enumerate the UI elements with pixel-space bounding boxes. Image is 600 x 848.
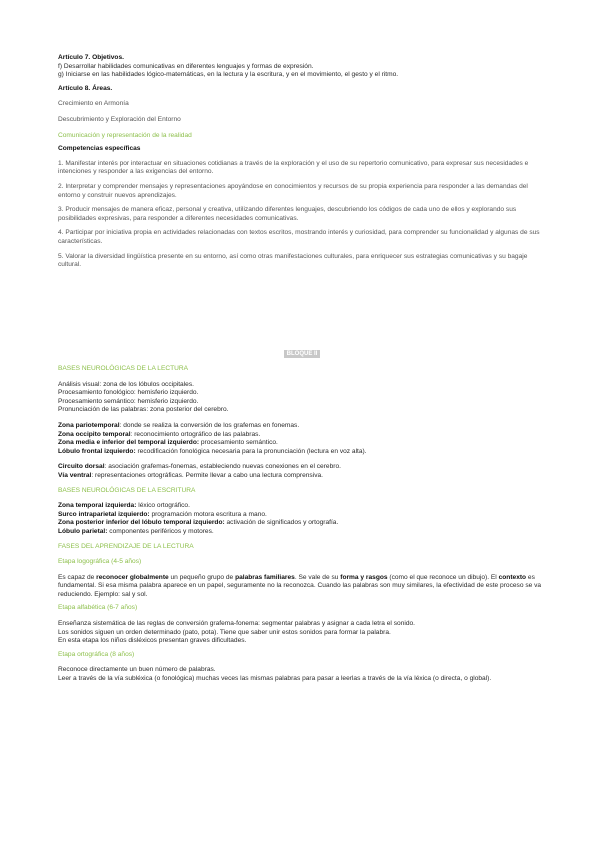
circuito-term: Vía ventral: [58, 471, 92, 479]
lectura-line: Procesamiento fonológico: hemisferio izquierdo.: [58, 389, 199, 397]
bloque-ii-content: [58, 365, 546, 684]
etapa-ortografica-title: Etapa ortográfica (8 años): [58, 650, 135, 658]
alfabetica-line: Los sonidos siguen un orden determinado (pato, pota). Tiene que saber unir estos sonidos para formar la palabra.: [58, 628, 391, 636]
circuito-term: Circuito dorsal: [58, 463, 105, 471]
escritura-term: Zona posterior inferior del lóbulo temporal izquierdo:: [58, 519, 225, 527]
articulo-7-title: Artículo 7. Objetivos.: [58, 54, 124, 61]
document-page: [58, 54, 546, 683]
escritura-desc: programación motora escritura a mano.: [149, 510, 267, 518]
escritura-title: BASES NEUROLÓGICAS DE LA ESCRITURA: [58, 486, 196, 494]
zona-term: Zona pariotemporal: [58, 421, 120, 429]
etapa-logografica-title: Etapa logográfica (4-5 años): [58, 558, 142, 566]
zona-term: Lóbulo frontal izquierdo:: [58, 447, 136, 455]
ortografica-line: Reconoce directamente un buen número de palabras.: [58, 666, 216, 674]
etapa-alfabetica-title: Etapa alfabética (6-7 años): [58, 604, 138, 612]
articulo-8-title: Artículo 8. Áreas.: [58, 84, 113, 92]
lectura-title: BASES NEUROLÓGICAS DE LA LECTURA: [58, 365, 189, 372]
escritura-desc: componentes periféricos y motores.: [107, 527, 214, 535]
circuito-line: [58, 472, 546, 481]
circuito-desc: : representaciones ortográficas. Permite llevar a cabo una lectura comprensiva.: [91, 471, 323, 479]
escritura-term: Surco intraparietal izquierdo:: [58, 510, 150, 518]
competencia-4: 4. Participar por iniciativa propia en actividades relacionadas con textos escritos, mostrando interés y curiosidad, para comprender su funcionalidad y algunas de sus características.: [58, 229, 540, 245]
circuito-line: [58, 463, 546, 472]
zona-term: Zona media e inferior del temporal izquierdo:: [58, 439, 200, 447]
competencias-title: Competencias específicas: [58, 145, 141, 153]
lectura-line: Análisis visual: zona de los lóbulos occipitales.: [58, 380, 194, 388]
escritura-line: [58, 502, 546, 511]
zona-line: [58, 422, 546, 431]
escritura-line: [58, 511, 546, 520]
objetivo-g: g) Iniciarse en las habilidades lógico-matemáticas, en la lectura y la escritura, y en el movimiento, el gesto y el ritmo.: [58, 71, 399, 79]
zona-term: Zona occipito temporal: [58, 430, 131, 438]
zona-line: [58, 431, 546, 440]
escritura-line: [58, 519, 546, 528]
fases-title: FASES DEL APRENDIZAJE DE LA LECTURA: [58, 542, 194, 550]
escritura-line: [58, 528, 546, 537]
escritura-desc: activación de significados y ortografía.: [224, 519, 339, 527]
zona-desc: recodificación fonológica necesaria para la pronunciación (lectura en voz alta).: [135, 447, 367, 455]
zona-desc: procesamiento semántico.: [199, 439, 278, 447]
circuito-desc: : asociación grafemas-fonemas, estableciendo nuevas conexiones en el cerebro.: [104, 463, 341, 471]
zona-line: [58, 439, 546, 448]
alfabetica-line: Enseñanza sistemática de las reglas de conversión grafema-fonema: segmentar palabras y asignar a cada letra el sonido.: [58, 620, 415, 628]
escritura-desc: léxico ortográfico.: [136, 502, 190, 510]
escritura-term: Zona temporal izquierda:: [58, 502, 137, 510]
lectura-line: Pronunciación de las palabras: zona posterior del cerebro.: [58, 406, 229, 414]
competencia-2: 2. Interpretar y comprender mensajes y representaciones apoyándose en conocimientos y recursos de su propia experiencia para responder a las demandas del entorno y construir nuevos aprendizajes.: [58, 182, 528, 199]
escritura-term: Lóbulo parietal:: [58, 527, 108, 535]
bloque-header: [58, 350, 546, 359]
lectura-line: Procesamiento semántico: hemisferio izquierdo.: [58, 397, 199, 405]
area-2: Descubrimiento y Exploración del Entorno: [58, 115, 181, 123]
zona-line: [58, 448, 546, 457]
alfabetica-line: En esta etapa los niños disléxicos presentan graves dificultades.: [58, 637, 247, 645]
ortografica-line: Leer a través de la vía subléxica (o fonológica) muchas veces las mismas palabras para pasar a leerlas a través de la vía léxica (o directa, o global).: [58, 675, 492, 683]
etapa-logografica-text: Es capaz de reconocer globalmente un pequeño grupo de palabras familiares. Se vale de su forma y rasgos (como el que reconoce un dibujo). El contexto es fundamental. Si esa misma palabra aparece en un papel, seguramente no la reconozca. Cuando las palabras son muy similares, la efectividad de este proceso se va reduciendo. Ejemplo: sal y sol.: [58, 573, 542, 598]
area-1: Crecimiento en Armonía: [58, 100, 129, 108]
area-3: Comunicación y representación de la realidad: [58, 131, 192, 139]
bloque-label: BLOQUE II: [284, 350, 321, 358]
zona-desc: : reconocimiento ortográfico de las palabras.: [130, 430, 261, 438]
competencia-3: 3. Producir mensajes de manera eficaz, personal y creativa, utilizando diferentes lenguajes, descubriendo los códigos de cada uno de ellos y explorando sus posibilidades expresivas, para responder a diferentes necesidades comunicativas.: [58, 206, 517, 222]
competencia-1: 1. Manifestar interés por interactuar en situaciones cotidianas a través de la exploración y el uso de su repertorio comunicativo, para expresar sus necesidades e intenciones y responder a las exigencias del entorno.: [58, 159, 529, 176]
objetivo-f: f) Desarrollar habilidades comunicativas en diferentes lenguajes y formas de expresión.: [58, 62, 314, 70]
zona-desc: : donde se realiza la conversión de los grafemas en fonemas.: [119, 421, 300, 429]
competencia-5: 5. Valorar la diversidad lingüística presente en su entorno, así como otras manifestaciones culturales, para enriquecer sus estrategias comunicativas y su bagaje cultural.: [58, 252, 528, 269]
